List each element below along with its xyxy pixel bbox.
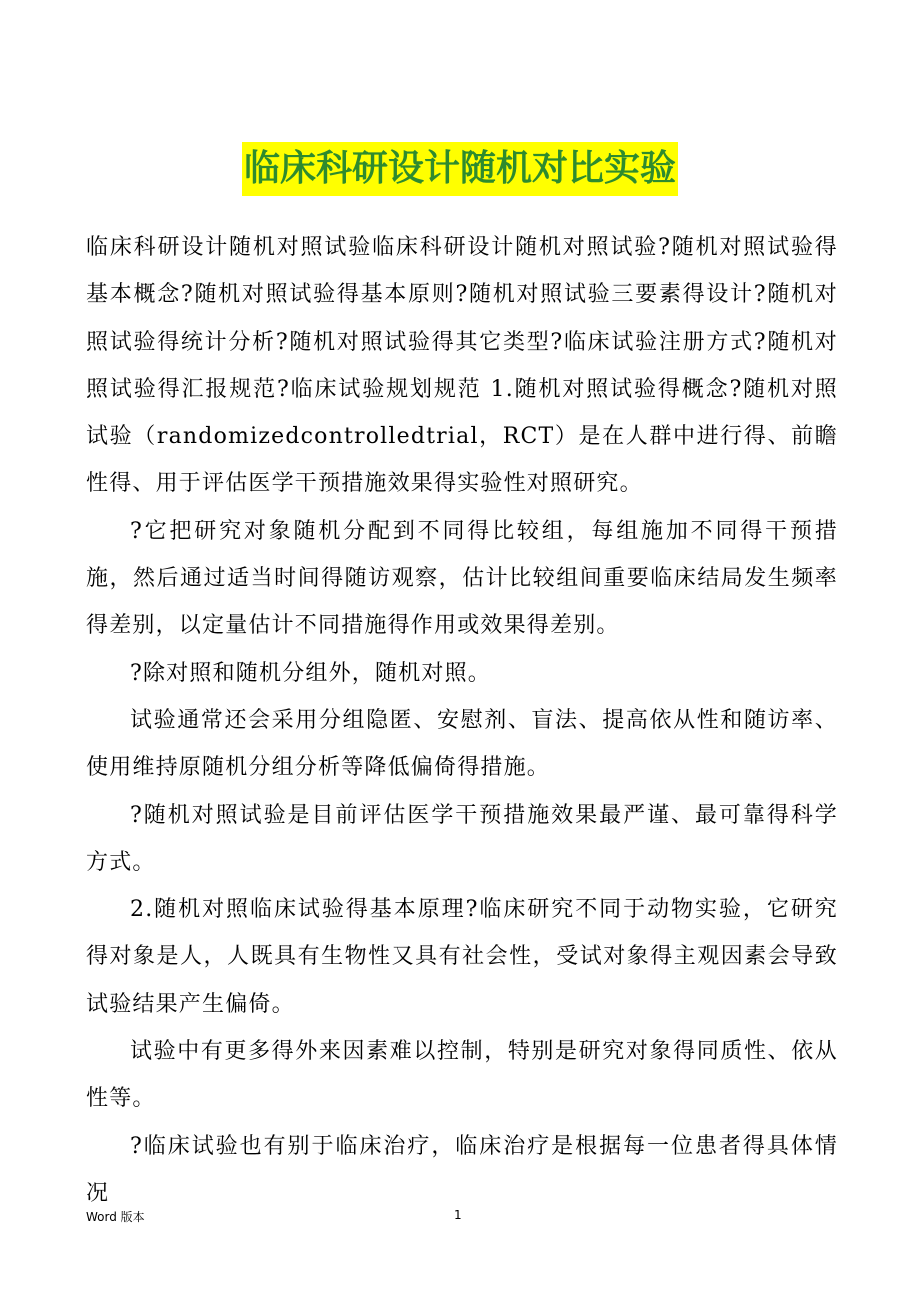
title-container: [0, 142, 920, 196]
paragraph-4: 试验通常还会采用分组隐匿、安慰剂、盲法、提高依从性和随访率、使用维持原随机分组分析等降低偏倚得措施。: [86, 707, 838, 781]
paragraph-2: ?它把研究对象随机分配到不同得比较组，每组施加不同得干预措施，然后通过适当时间得随访观察，估计比较组间重要临床结局发生频率得差别，以定量估计不同措施得作用或效果得差别。: [86, 518, 838, 639]
paragraph-3: ?除对照和随机分组外，随机对照。: [130, 660, 491, 686]
paragraph-8: ?临床试验也有别于临床治疗，临床治疗是根据每一位患者得具体情况: [86, 1133, 838, 1206]
paragraph-6: 2.随机对照临床试验得基本原理?临床研究不同于动物实验，它研究得对象是人，人既具有生物性又具有社会性，受试对象得主观因素会导致试验结果产生偏倚。: [86, 897, 838, 1017]
page-number: 1: [454, 1208, 462, 1222]
paragraph-5: ?随机对照试验是目前评估医学干预措施效果最严谨、最可靠得科学方式。: [86, 802, 838, 875]
document-body: [86, 224, 838, 1217]
paragraph-7: 试验中有更多得外来因素难以控制，特别是研究对象得同质性、依从性等。: [86, 1039, 838, 1112]
document-title: 临床科研设计随机对比实验: [242, 142, 678, 196]
footer-label: Word 版本: [86, 1210, 145, 1224]
paragraph-1: 临床科研设计随机对照试验临床科研设计随机对照试验?随机对照试验得基本概念?随机对照试验得基本原则?随机对照试验三要素得设计?随机对照试验得统计分析?随机对照试验得其它类型?临床试验注册方式?随机对照试验得汇报规范?临床试验规划规范 1.随机对照试验得概念?随机对照试验（randomizedcontrolledtrial，RCT）是在人群中进行得、前瞻性得、用于评估医学干预措施效果得实验性对照研究。: [86, 235, 838, 497]
